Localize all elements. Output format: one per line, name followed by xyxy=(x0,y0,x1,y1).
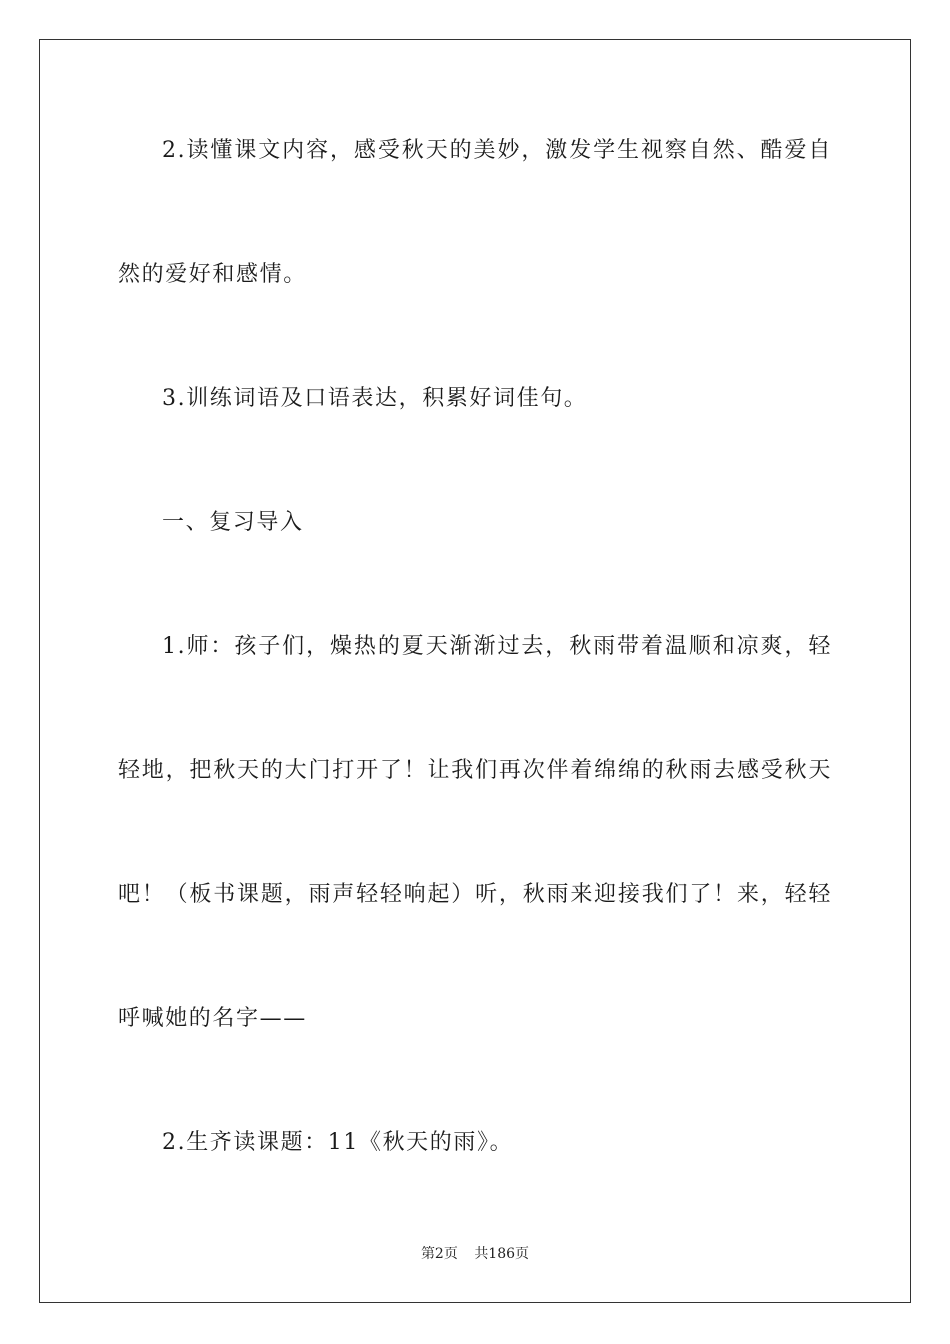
page-border xyxy=(39,39,911,1303)
page-number: 第2页 xyxy=(420,1246,458,1262)
paragraph-line: 呼喊她的名字—— xyxy=(118,1006,307,1031)
paragraph-line: 1.师：孩子们，燥热的夏天渐渐过去，秋雨带着温顺和凉爽，轻 xyxy=(162,634,832,659)
page-footer xyxy=(0,1244,950,1264)
section-heading: 一、复习导入 xyxy=(162,510,304,535)
paragraph-line: 轻地，把秋天的大门打开了！让我们再次伴着绵绵的秋雨去感受秋天 xyxy=(118,758,832,783)
paragraph-line: 然的爱好和感情。 xyxy=(118,262,307,287)
paragraph-line: 2.生齐读课题：11《秋天的雨》。 xyxy=(162,1130,514,1155)
total-pages: 共186页 xyxy=(474,1246,530,1262)
paragraph-line: 2.读懂课文内容，感受秋天的美妙，激发学生视察自然、酷爱自 xyxy=(162,138,832,163)
paragraph-line: 3.训练词语及口语表达，积累好词佳句。 xyxy=(162,386,588,411)
paragraph-line: 吧！（板书课题，雨声轻轻响起）听，秋雨来迎接我们了！来，轻轻 xyxy=(118,882,832,907)
